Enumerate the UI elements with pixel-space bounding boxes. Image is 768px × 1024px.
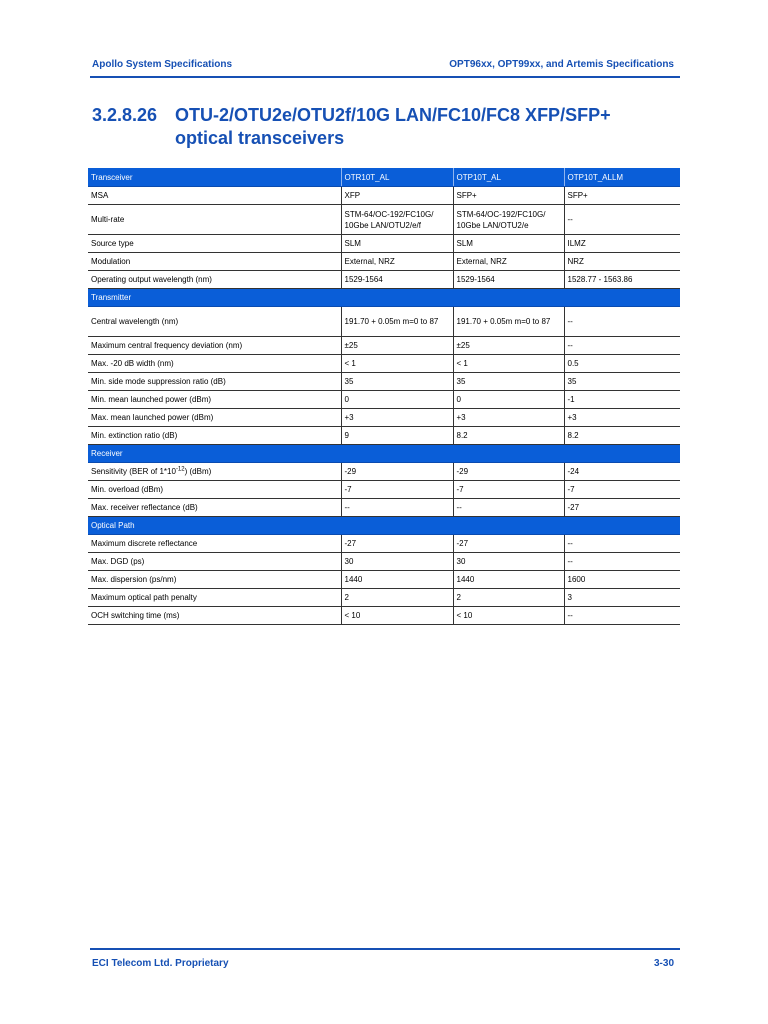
row-label: Maximum central frequency deviation (nm) xyxy=(88,337,341,355)
row-label: Min. side mode suppression ratio (dB) xyxy=(88,373,341,391)
footer-rule xyxy=(90,948,680,950)
table-row xyxy=(88,355,680,373)
table-cell: +3 xyxy=(341,409,453,427)
table-cell: 1529-1564 xyxy=(341,271,453,289)
table-row xyxy=(88,187,680,205)
table-cell: External, NRZ xyxy=(453,253,564,271)
section-number: 3.2.8.26 xyxy=(92,105,158,125)
column-header: OTP10T_ALLM xyxy=(564,168,680,187)
row-label: Max. mean launched power (dBm) xyxy=(88,409,341,427)
row-label: Maximum optical path penalty xyxy=(88,589,341,607)
table-cell: -- xyxy=(564,553,680,571)
table-cell: ±25 xyxy=(453,337,564,355)
column-header: Transceiver xyxy=(88,168,341,187)
table-cell: ±25 xyxy=(341,337,453,355)
table-cell: 8.2 xyxy=(564,427,680,445)
table-cell: ILMZ xyxy=(564,235,680,253)
table-cell: +3 xyxy=(453,409,564,427)
table-cell: 30 xyxy=(341,553,453,571)
table-cell: -27 xyxy=(564,499,680,517)
section-label: Optical Path xyxy=(88,517,680,535)
row-label-part: Sensitivity (BER of 1*10 xyxy=(91,467,176,476)
row-label xyxy=(88,463,341,481)
table-row xyxy=(88,205,680,235)
table-cell: 8.2 xyxy=(453,427,564,445)
table-cell: SLM xyxy=(453,235,564,253)
table-cell: -- xyxy=(564,535,680,553)
table-cell: < 10 xyxy=(453,607,564,625)
section-label: Transmitter xyxy=(88,289,680,307)
table-row xyxy=(88,535,680,553)
table-cell: -- xyxy=(341,499,453,517)
row-label: Max. dispersion (ps/nm) xyxy=(88,571,341,589)
table-cell: 1528.77 - 1563.86 xyxy=(564,271,680,289)
table-cell: STM-64/OC-192/FC10G/ 10Gbe LAN/OTU2/e/f xyxy=(341,205,453,235)
table-cell: -- xyxy=(564,307,680,337)
table-cell: 35 xyxy=(453,373,564,391)
table-section-row xyxy=(88,445,680,463)
row-label: MSA xyxy=(88,187,341,205)
table-header-row xyxy=(88,168,680,187)
table-cell: 2 xyxy=(341,589,453,607)
table-section-row xyxy=(88,289,680,307)
table-cell: < 1 xyxy=(341,355,453,373)
exponent: -12 xyxy=(175,466,185,473)
spec-table xyxy=(88,168,680,625)
table-row xyxy=(88,391,680,409)
row-label-part: ) (dBm) xyxy=(184,467,212,476)
section-title-line1: OTU-2/OTU2e/OTU2f/10G LAN/FC10/FC8 XFP/SFP+ xyxy=(175,105,611,125)
column-header: OTR10T_AL xyxy=(341,168,453,187)
table-row xyxy=(88,235,680,253)
table-cell: -29 xyxy=(453,463,564,481)
header-right-text: OPT96xx, OPT99xx, and Artemis Specifications xyxy=(449,59,674,70)
table-cell: STM-64/OC-192/FC10G/ 10Gbe LAN/OTU2/e xyxy=(453,205,564,235)
table-cell: -27 xyxy=(453,535,564,553)
table-cell: SFP+ xyxy=(453,187,564,205)
table-row xyxy=(88,589,680,607)
table-cell: +3 xyxy=(564,409,680,427)
row-label: Max. DGD (ps) xyxy=(88,553,341,571)
footer-left-text: ECI Telecom Ltd. Proprietary xyxy=(92,958,229,969)
row-label: Maximum discrete reflectance xyxy=(88,535,341,553)
table-cell: -- xyxy=(564,607,680,625)
table-cell: 35 xyxy=(341,373,453,391)
row-label: Min. extinction ratio (dB) xyxy=(88,427,341,445)
table-cell: 30 xyxy=(453,553,564,571)
section-title xyxy=(92,104,692,150)
table-cell: SLM xyxy=(341,235,453,253)
table-cell: 2 xyxy=(453,589,564,607)
table-section-row xyxy=(88,517,680,535)
section-label: Receiver xyxy=(88,445,680,463)
page-number: 3-30 xyxy=(653,958,674,969)
column-header: OTP10T_AL xyxy=(453,168,564,187)
header-rule xyxy=(90,76,680,78)
spec-table-body xyxy=(88,168,680,625)
table-cell: < 1 xyxy=(453,355,564,373)
table-cell: -- xyxy=(564,205,680,235)
table-row xyxy=(88,481,680,499)
row-label: Min. mean launched power (dBm) xyxy=(88,391,341,409)
table-row xyxy=(88,307,680,337)
table-cell: -7 xyxy=(564,481,680,499)
table-cell: NRZ xyxy=(564,253,680,271)
table-cell: -- xyxy=(453,499,564,517)
table-cell: 35 xyxy=(564,373,680,391)
row-label: Min. overload (dBm) xyxy=(88,481,341,499)
table-cell: 191.70 + 0.05m m=0 to 87 xyxy=(453,307,564,337)
table-row xyxy=(88,373,680,391)
table-cell: 3 xyxy=(564,589,680,607)
row-label: Operating output wavelength (nm) xyxy=(88,271,341,289)
table-cell: -29 xyxy=(341,463,453,481)
table-cell: 1440 xyxy=(341,571,453,589)
table-cell: -7 xyxy=(453,481,564,499)
table-cell: < 10 xyxy=(341,607,453,625)
table-cell: 191.70 + 0.05m m=0 to 87 xyxy=(341,307,453,337)
table-cell: -27 xyxy=(341,535,453,553)
table-cell: -7 xyxy=(341,481,453,499)
table-cell: 0 xyxy=(453,391,564,409)
table-cell: 0.5 xyxy=(564,355,680,373)
row-label: Multi-rate xyxy=(88,205,341,235)
row-label: Modulation xyxy=(88,253,341,271)
row-label: Max. -20 dB width (nm) xyxy=(88,355,341,373)
table-cell: 9 xyxy=(341,427,453,445)
table-cell: XFP xyxy=(341,187,453,205)
table-row xyxy=(88,607,680,625)
table-cell: -24 xyxy=(564,463,680,481)
row-label: Max. receiver reflectance (dB) xyxy=(88,499,341,517)
table-cell: 1600 xyxy=(564,571,680,589)
table-row xyxy=(88,499,680,517)
table-row xyxy=(88,463,680,481)
table-row xyxy=(88,553,680,571)
table-row xyxy=(88,571,680,589)
table-cell: 0 xyxy=(341,391,453,409)
header-left-text: Apollo System Specifications xyxy=(92,59,233,70)
table-cell: SFP+ xyxy=(564,187,680,205)
table-cell: -- xyxy=(564,337,680,355)
table-cell: 1529-1564 xyxy=(453,271,564,289)
table-cell: -1 xyxy=(564,391,680,409)
table-cell: 1440 xyxy=(453,571,564,589)
table-row xyxy=(88,337,680,355)
table-cell: External, NRZ xyxy=(341,253,453,271)
table-row xyxy=(88,271,680,289)
table-row xyxy=(88,409,680,427)
table-row xyxy=(88,253,680,271)
section-title-line2: optical transceivers xyxy=(175,128,345,148)
row-label: Central wavelength (nm) xyxy=(88,307,341,337)
row-label: Source type xyxy=(88,235,341,253)
row-label: OCH switching time (ms) xyxy=(88,607,341,625)
table-row xyxy=(88,427,680,445)
